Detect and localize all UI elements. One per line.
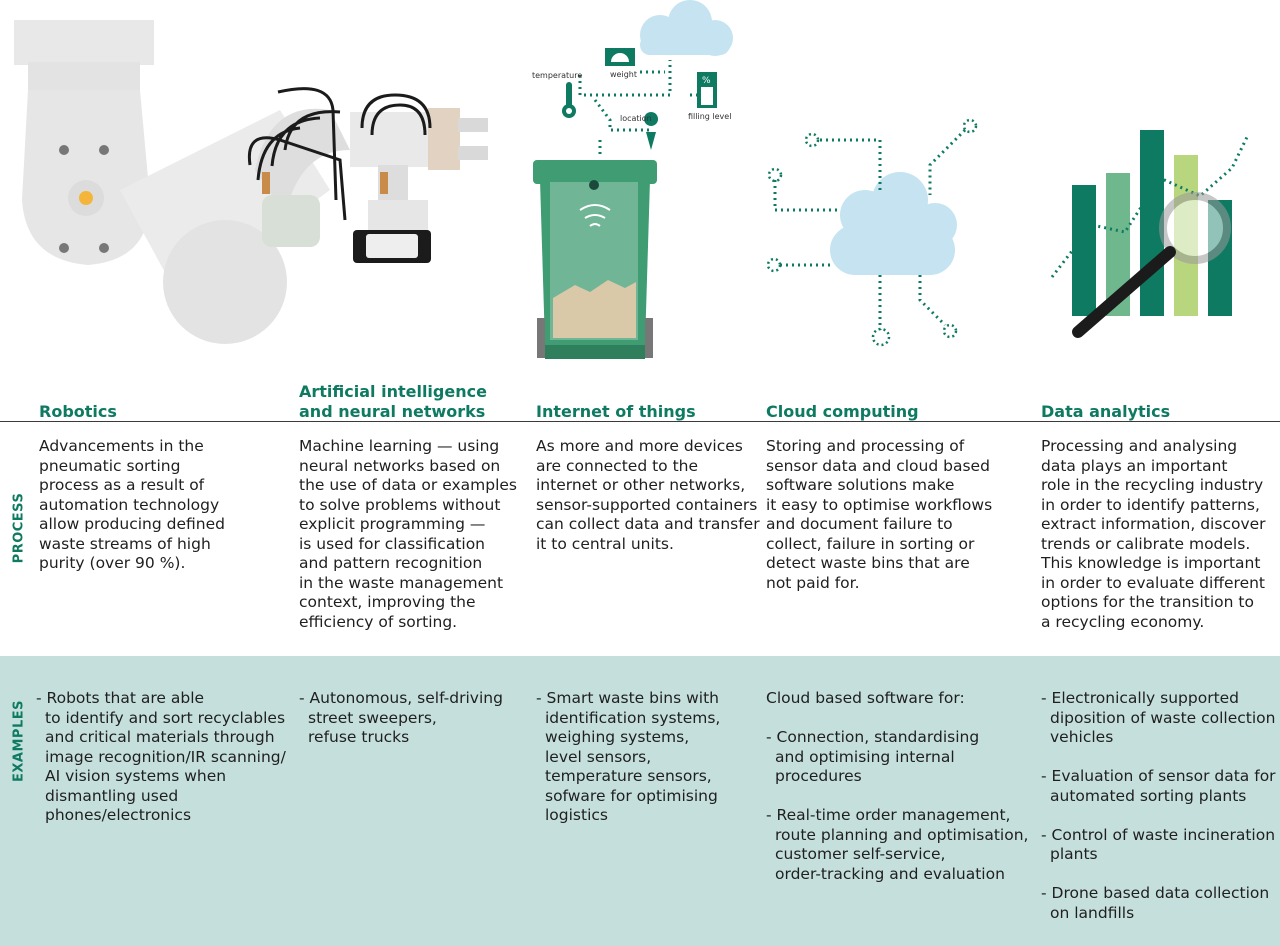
temperature-label: temperature [532,71,583,80]
svg-text:%: % [702,76,711,86]
filling-level-label: filling level [688,112,732,121]
examples-row-label: EXAMPLES [11,700,27,782]
gripper-icon [350,95,488,263]
examples-intro: Cloud based software for: [766,689,965,707]
data-analytics-examples-list [1041,689,1276,923]
weight-label: weight [610,70,637,79]
robotics-examples-list [36,689,286,826]
list-item: - Drone based data collection on landfills [1041,884,1270,922]
list-item: - Robots that are able to identify and sort recyclables and critical materials through image recognition/IR scanning/ AI vision systems when dismantling used phones/electronics [36,689,286,824]
iot-title: Internet of things [536,402,696,421]
list-item: - Autonomous, self-driving street sweepers, refuse trucks [299,689,503,746]
thermometer-icon [562,82,576,118]
cloud-computing-process-text: Storing and processing of sensor data and cloud based software solutions make it easy to optimise workflows and document failure to collect, failure in sorting or detect waste bins that are not paid for. [766,437,993,592]
magnifier-chart-icon [1052,130,1248,332]
data-analytics-process-text: Processing and analysing data plays an important role in the recycling industry in order to identify patterns, extract information, discover trends or calibrate models. This knowledge is important in order to evaluate different options for the transition to a recycling economy. [1041,437,1266,631]
ai-examples-list [299,689,503,748]
list-item: - Evaluation of sensor data for automated sorting plants [1041,767,1276,805]
level-meter-icon [697,72,717,108]
section-divider [0,421,1280,422]
list-item: - Smart waste bins with identification systems, weighing systems, level sensors, temperature sensors, sofware for optimising logistics [536,689,721,824]
scale-icon [605,48,635,66]
smart-bin-icon [532,0,733,359]
robotics-title: Robotics [39,402,117,421]
process-row-label: PROCESS [11,492,27,564]
cloud-computing-title: Cloud computing [766,402,919,421]
data-analytics-title: Data analytics [1041,402,1171,421]
iot-examples-list [536,689,720,826]
list-item: - Electronically supported diposition of waste collection vehicles [1041,689,1276,746]
robotics-process-text: Advancements in the pneumatic sorting process as a result of automation technology allow producing defined waste streams of high purity (over 90 %). [39,437,225,572]
location-label: location [620,114,652,123]
cloud-icon [640,0,733,56]
list-item: - Control of waste incineration plants [1041,825,1276,863]
cloud-network-icon [768,120,976,345]
list-item: - Real-time order management, route planning and optimisation, customer self-service, order-tracking and evaluation [766,806,1029,883]
ai-title: Artificial intelligence and neural networks [299,382,487,421]
list-item: - Connection, standardising and optimising internal procedures [766,728,980,785]
ai-process-text: Machine learning — using neural networks based on the use of data or examples to solve problems without explicit programming — is used for classification and pattern recognition in the waste management context, improving the efficiency of sorting. [299,437,518,631]
robot-arm-icon [14,20,350,344]
cloud-computing-examples-list [766,689,1028,884]
iot-process-text: As more and more devices are connected to the internet or other networks, sensor-supported containers can collect data and transfer it to central units. [536,437,760,553]
illustrations [0,0,1280,380]
